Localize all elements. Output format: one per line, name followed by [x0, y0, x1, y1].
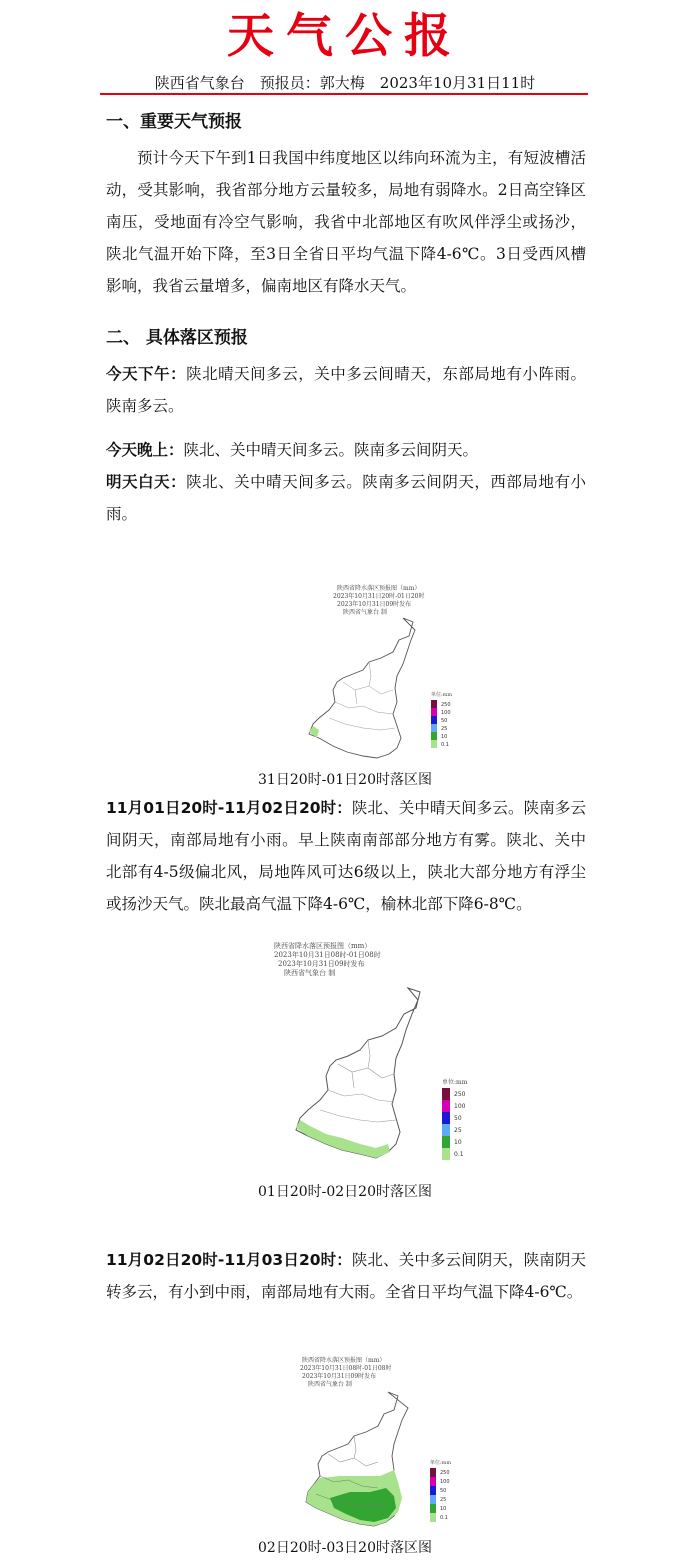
forecast-lead: 今天下午：	[106, 365, 187, 383]
precip-map-3-figure	[290, 1352, 470, 1542]
legend-swatch	[442, 1112, 450, 1124]
period-lead: 11月01日20时-11月02日20时：	[106, 799, 352, 817]
legend-swatch	[430, 1468, 436, 1477]
forecast-lead: 今天晚上：	[106, 441, 184, 459]
legend-swatch	[442, 1136, 450, 1148]
legend-label: 100	[440, 1479, 450, 1485]
legend-label: 100	[454, 1103, 466, 1110]
legend-swatch	[430, 1513, 436, 1522]
map-title-line: 陕西省气象台 制	[284, 969, 336, 977]
map-caption-1: 31日20时-01日20时落区图	[258, 772, 432, 788]
legend-swatch	[442, 1088, 450, 1100]
legend-swatch	[431, 732, 437, 740]
precip-legend	[430, 1468, 450, 1522]
legend-label: 10	[454, 1139, 462, 1146]
section-heading-area: 二、 具体落区预报	[106, 328, 248, 348]
legend-unit: 单位:mm	[442, 1079, 468, 1086]
period-lead: 11月02日20时-11月03日20时：	[106, 1251, 352, 1269]
section-heading-important: 一、重要天气预报	[106, 112, 242, 132]
legend-swatch	[431, 724, 437, 732]
legend-swatch	[430, 1495, 436, 1504]
page-title: 天气公报	[227, 9, 463, 64]
precip-map-2-figure	[270, 938, 482, 1176]
map-title-line: 2023年10月31日09时发布	[302, 1373, 377, 1380]
legend-label: 100	[441, 710, 451, 716]
map-title-line: 陕西省降水落区预报图（mm）	[302, 1357, 386, 1364]
precip-map-3	[290, 1352, 470, 1542]
legend-swatch	[442, 1124, 450, 1136]
precip-map-2	[270, 938, 482, 1176]
forecast-today-afternoon	[106, 358, 586, 422]
map-title-line: 2023年10月31日08时-01日08时	[300, 1365, 392, 1372]
legend-label: 250	[440, 1470, 450, 1476]
legend-label: 0.1	[454, 1151, 464, 1158]
map-caption-3: 02日20时-03日20时落区图	[258, 1540, 432, 1556]
period-text: 陕北、关中晴天间多云。陕南多云间阴天，南部局地有小雨。早上陕南南部部分地方有雾。陕北、关中北部有4-5级偏北风，局地阵风可达6级以上，陕北大部分地方有浮尘或扬沙天气。陕北最高气温下降4-6℃，榆林北部下降6-8℃。	[106, 799, 586, 913]
map-title-line: 陕西省气象台 制	[343, 609, 387, 616]
map-title-line: 2023年10月31日09时发布	[278, 960, 365, 968]
legend-label: 25	[454, 1127, 462, 1134]
legend-unit: 单位:mm	[430, 1460, 452, 1466]
legend-swatch	[442, 1148, 450, 1160]
forecast-period-2	[106, 1244, 586, 1308]
legend-label: 10	[440, 1506, 447, 1512]
period-text: 陕北、关中多云间阴天，陕南阴天转多云，有小到中雨，南部局地有大雨。全省日平均气温下降4-6℃。	[106, 1251, 586, 1301]
forecast-tomorrow-day	[106, 466, 586, 530]
legend-swatch	[430, 1504, 436, 1513]
byline: 陕西省气象台 预报员：郭大梅 2023年10月31日11时	[154, 74, 536, 92]
legend-label: 25	[441, 726, 448, 732]
title-divider	[100, 93, 588, 95]
precip-map-1	[285, 578, 465, 770]
legend-label: 50	[454, 1115, 462, 1122]
legend-swatch	[431, 716, 437, 724]
legend-unit: 单位:mm	[431, 692, 453, 698]
legend-label: 50	[441, 718, 448, 724]
legend-label: 25	[440, 1497, 447, 1503]
map-title-line: 陕西省降水落区预报图（mm）	[337, 585, 421, 592]
important-forecast-text: 预计今天下午到1日我国中纬度地区以纬向环流为主，有短波槽活动，受其影响，我省部分地方云量较多，局地有弱降水。2日高空锋区南压，受地面有冷空气影响，我省中北部地区有吹风伴浮尘或扬沙，陕北气温开始下降，至3日全省日平均气温下降4-6℃。3日受西风槽影响，我省云量增多，偏南地区有降水天气。	[106, 149, 586, 295]
precip-legend	[442, 1088, 466, 1160]
forecast-lead: 明天白天：	[106, 473, 187, 491]
legend-label: 10	[441, 734, 448, 740]
legend-label: 0.1	[440, 1515, 448, 1521]
legend-label: 250	[441, 702, 451, 708]
legend-label: 250	[454, 1091, 466, 1098]
map-caption-2: 01日20时-02日20时落区图	[258, 1184, 432, 1200]
legend-swatch	[431, 708, 437, 716]
map-title-line: 2023年10月31日08时-01日08时	[274, 951, 381, 959]
legend-swatch	[442, 1100, 450, 1112]
precip-legend	[431, 700, 451, 748]
forecast-text: 陕北、关中晴天间多云。陕南多云间阴天，西部局地有小雨。	[106, 473, 586, 523]
legend-swatch	[430, 1486, 436, 1495]
forecast-tonight	[106, 434, 586, 466]
map-title-line: 2023年10月31日20时-01日20时	[333, 593, 425, 600]
forecast-text: 陕北晴天间多云，关中多云间晴天，东部局地有小阵雨。陕南多云。	[106, 365, 586, 415]
legend-swatch	[431, 740, 437, 748]
legend-label: 50	[440, 1488, 447, 1494]
map-title-line: 陕西省降水落区预报图（mm）	[274, 942, 372, 950]
map-title-line: 2023年10月31日09时发布	[337, 601, 412, 608]
legend-swatch	[430, 1477, 436, 1486]
legend-swatch	[431, 700, 437, 708]
forecast-text: 陕北、关中晴天间多云。陕南多云间阴天。	[183, 441, 479, 459]
legend-label: 0.1	[441, 742, 449, 748]
precip-map-1-figure	[285, 578, 465, 770]
map-title-line: 陕西省气象台 制	[308, 1381, 352, 1388]
forecast-period-1	[106, 792, 586, 920]
